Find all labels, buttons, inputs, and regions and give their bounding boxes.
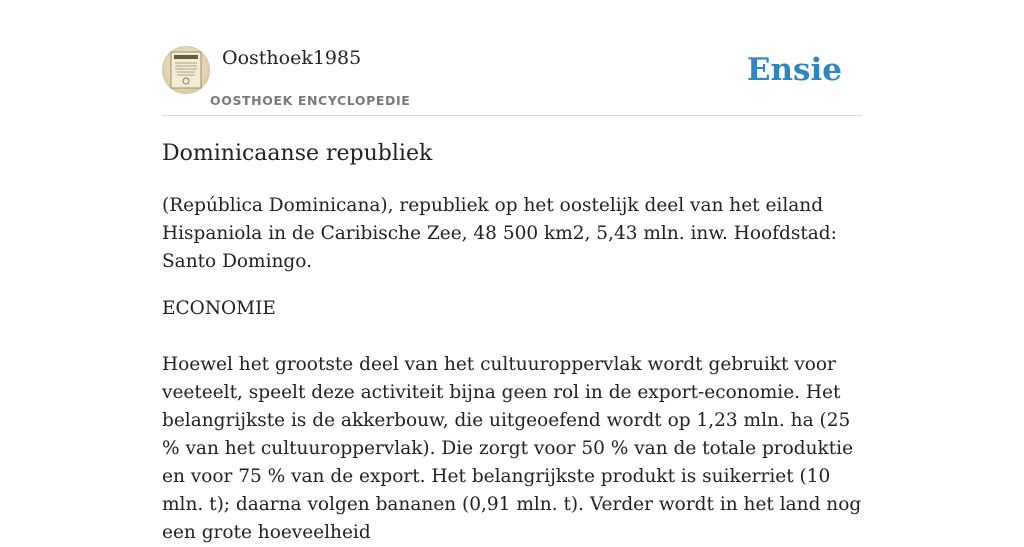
- brand-logo[interactable]: Ensie: [746, 52, 842, 88]
- section-heading: ECONOMIE: [162, 298, 276, 319]
- book-cover-icon: [162, 46, 210, 94]
- intro-paragraph: (República Dominicana), republiek op het oostelijk deel van het eiland Hispaniola in de Caribische Zee, 48 500 km2, 5,43 mln. inw. Hoofdstad: Santo Domingo.: [162, 195, 837, 272]
- avatar[interactable]: [162, 46, 210, 94]
- body-paragraph: Hoewel het grootste deel van het cultuuroppervlak wordt gebruikt voor veeteelt, speelt deze activiteit bijna geen rol in de export-economie. Het belangrijkste is de akkerbouw, die uitgeoefend wordt op 1,23 mln. ha (25 % van het cultuuroppervlak). Die zorgt voor 50 % van de totale produktie en voor 75 % van de export. Het belangrijkste produkt is suikerriet (10 mln. t); daarna volgen bananen (0,91 mln. t). Verder wordt in het land nog een grote hoeveelheid: [162, 354, 862, 543]
- page-title: Dominicaanse republiek: [162, 141, 433, 166]
- source-label[interactable]: OOSTHOEK ENCYCLOPEDIE: [210, 93, 411, 108]
- article-header: [162, 44, 862, 116]
- username-link[interactable]: Oosthoek1985: [222, 47, 362, 69]
- article-content: [162, 192, 862, 547]
